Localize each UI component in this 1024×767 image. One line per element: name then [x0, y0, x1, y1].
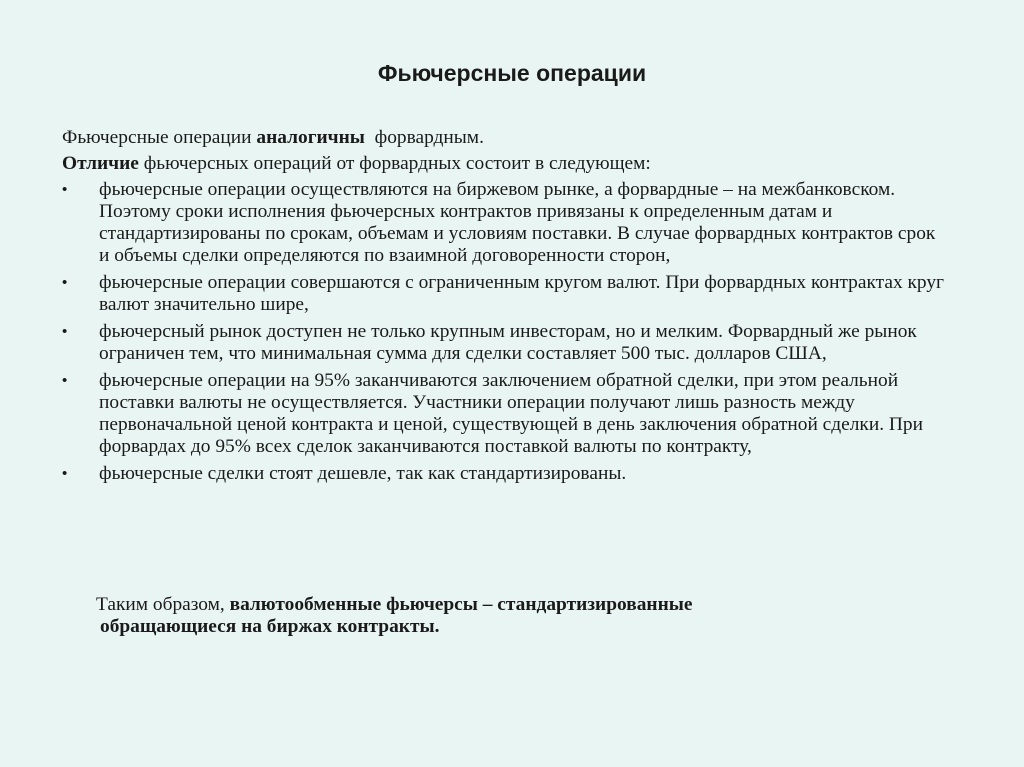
difference-text-post: фьючерсных операций от форвардных состоит в следующем:: [138, 153, 651, 174]
list-item-text: фьючерсный рынок доступен не только крупным инвесторам, но и мелким. Форвардный же рынок ограничен тем, что минимальная сумма для сделки составляет 500 тыс. долларов США,: [99, 321, 917, 364]
list-item-text: фьючерсные операции осуществляются на биржевом рынке, а форвардные – на межбанковском. Поэтому сроки исполнения фьючерсных контрактов привязаны к определенным датам и стандартизированы по срокам, объемам и условиям поставки. В случае форвардных контрактов срок и объемы сделки определяются по взаимной договоренности сторон,: [99, 179, 936, 266]
bullet-icon: •: [62, 274, 68, 291]
bullet-icon: •: [62, 323, 68, 340]
intro-text-pre: Фьючерсные операции: [62, 127, 257, 148]
list-item: [62, 370, 944, 458]
list-item-text: фьючерсные операции совершаются с ограниченным кругом валют. При форвардных контрактах круг валют значительно шире,: [99, 272, 945, 315]
conclusion-lead: Таким образом,: [96, 594, 230, 615]
list-item-text: фьючерсные сделки стоят дешевле, так как стандартизированы.: [99, 463, 627, 484]
bullet-icon: •: [62, 465, 68, 482]
bullet-icon: •: [62, 372, 68, 389]
slide-body: [62, 127, 962, 490]
list-item: [62, 321, 944, 365]
list-item: [62, 463, 944, 485]
list-item: [62, 272, 944, 316]
intro-paragraph: [62, 127, 962, 149]
list-item: [62, 179, 944, 267]
conclusion-bold-line1: валютообменные фьючерсы – стандартизированные: [229, 594, 693, 615]
intro-text-bold: аналогичны: [256, 127, 365, 148]
conclusion-paragraph: [96, 594, 876, 638]
intro-text-post: форвардным.: [364, 127, 484, 148]
bullet-list: [62, 179, 962, 485]
list-item-text: фьючерсные операции на 95% заканчиваются заключением обратной сделки, при этом реальной поставки валюты не осуществляется. Участники операции получают лишь разность между первоначальной ценой контракта и ценой, существующей в день заключения обратной сделки. При форвардах до 95% всех сделок заканчиваются поставкой валюты по контракту,: [99, 370, 924, 457]
difference-text-bold: Отличие: [62, 153, 139, 174]
slide-title: Фьючерсные операции: [377, 60, 647, 86]
conclusion-bold-line2: обращающиеся на биржах контракты.: [100, 616, 440, 637]
difference-paragraph: [62, 153, 962, 175]
bullet-icon: •: [62, 181, 68, 198]
